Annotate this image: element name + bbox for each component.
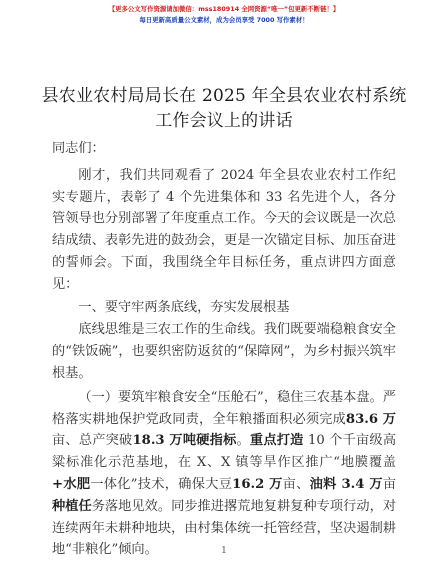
salutation: 同志们： — [52, 141, 105, 156]
subsection-1-paragraph — [52, 387, 396, 561]
page-number: 1 — [221, 546, 227, 556]
highlight-text: 种植任 — [52, 498, 92, 514]
text-run: 亩、总产突破 — [52, 433, 133, 449]
highlight-text: 重点打造 — [249, 433, 304, 449]
promo-banner-line-2: 每日更新高质量公文素材，成为会员享受 7000 写作素材！ — [139, 16, 309, 24]
text-run: 一体化”技术，确保大豆 — [90, 476, 233, 492]
text-run: 亩、 — [282, 476, 310, 492]
highlight-text: 16.2 万 — [232, 476, 283, 492]
document-title: 县农业农村局局长在 2025 年全县农业农村系统工作会议上的讲话 — [41, 86, 407, 131]
highlight-text: 油料 3.4 万 — [309, 476, 383, 492]
text-run: 。 — [236, 433, 250, 449]
promo-banner — [0, 4, 448, 26]
text-run: （一）要筑牢粮食安全“压舱石”，稳住三农基本盘。严格落实耕地保护党政同责，全年粮播面积必须完成 — [52, 389, 396, 427]
intro-paragraph: 刚才，我们共同观看了 2024 年全县农业农村工作纪实专题片，表彰了 4 个先进集体和 33 名先进个人，各分管领导也分别部署了年度重点工作。今天的会议既是一次总结成绩、表彰先进的鼓劲会，更是一次锚定目标、加压奋进的誓师会。下面，我围绕全年目标任务，重点讲四方面意见： — [52, 167, 396, 292]
section-1-paragraph: 底线思维是三农工作的生命线。我们既要端稳粮食安全的“铁饭碗”，也要织密防返贫的“保障网”，为乡村振兴筑牢根基。 — [52, 322, 396, 381]
highlight-text: +水肥 — [52, 476, 91, 492]
highlight-text: 83.6 万 — [345, 411, 396, 427]
text-run: 亩 — [382, 476, 396, 492]
promo-banner-line-1: 【更多公文写作资源请加微信：mss180914 全网资源“唯一”包更新不断链！】 — [108, 5, 340, 13]
highlight-text: 18.3 万吨硬指标 — [132, 433, 237, 449]
text-run: 务落地见效。同步推进撂荒地复耕复种专项行动，对连续两年未耕种地块，由村集体统一托管经营，坚决遏制耕地“非粮化”倾向。 — [52, 498, 397, 558]
text-run: 10 个千亩级高粱标准化示范基地，在 X、X 镇等旱作区推广“地膜覆盖 — [52, 433, 397, 471]
section-heading-1: 一、要守牢两条底线，夯实发展根基 — [78, 299, 290, 315]
document-body — [52, 138, 396, 561]
